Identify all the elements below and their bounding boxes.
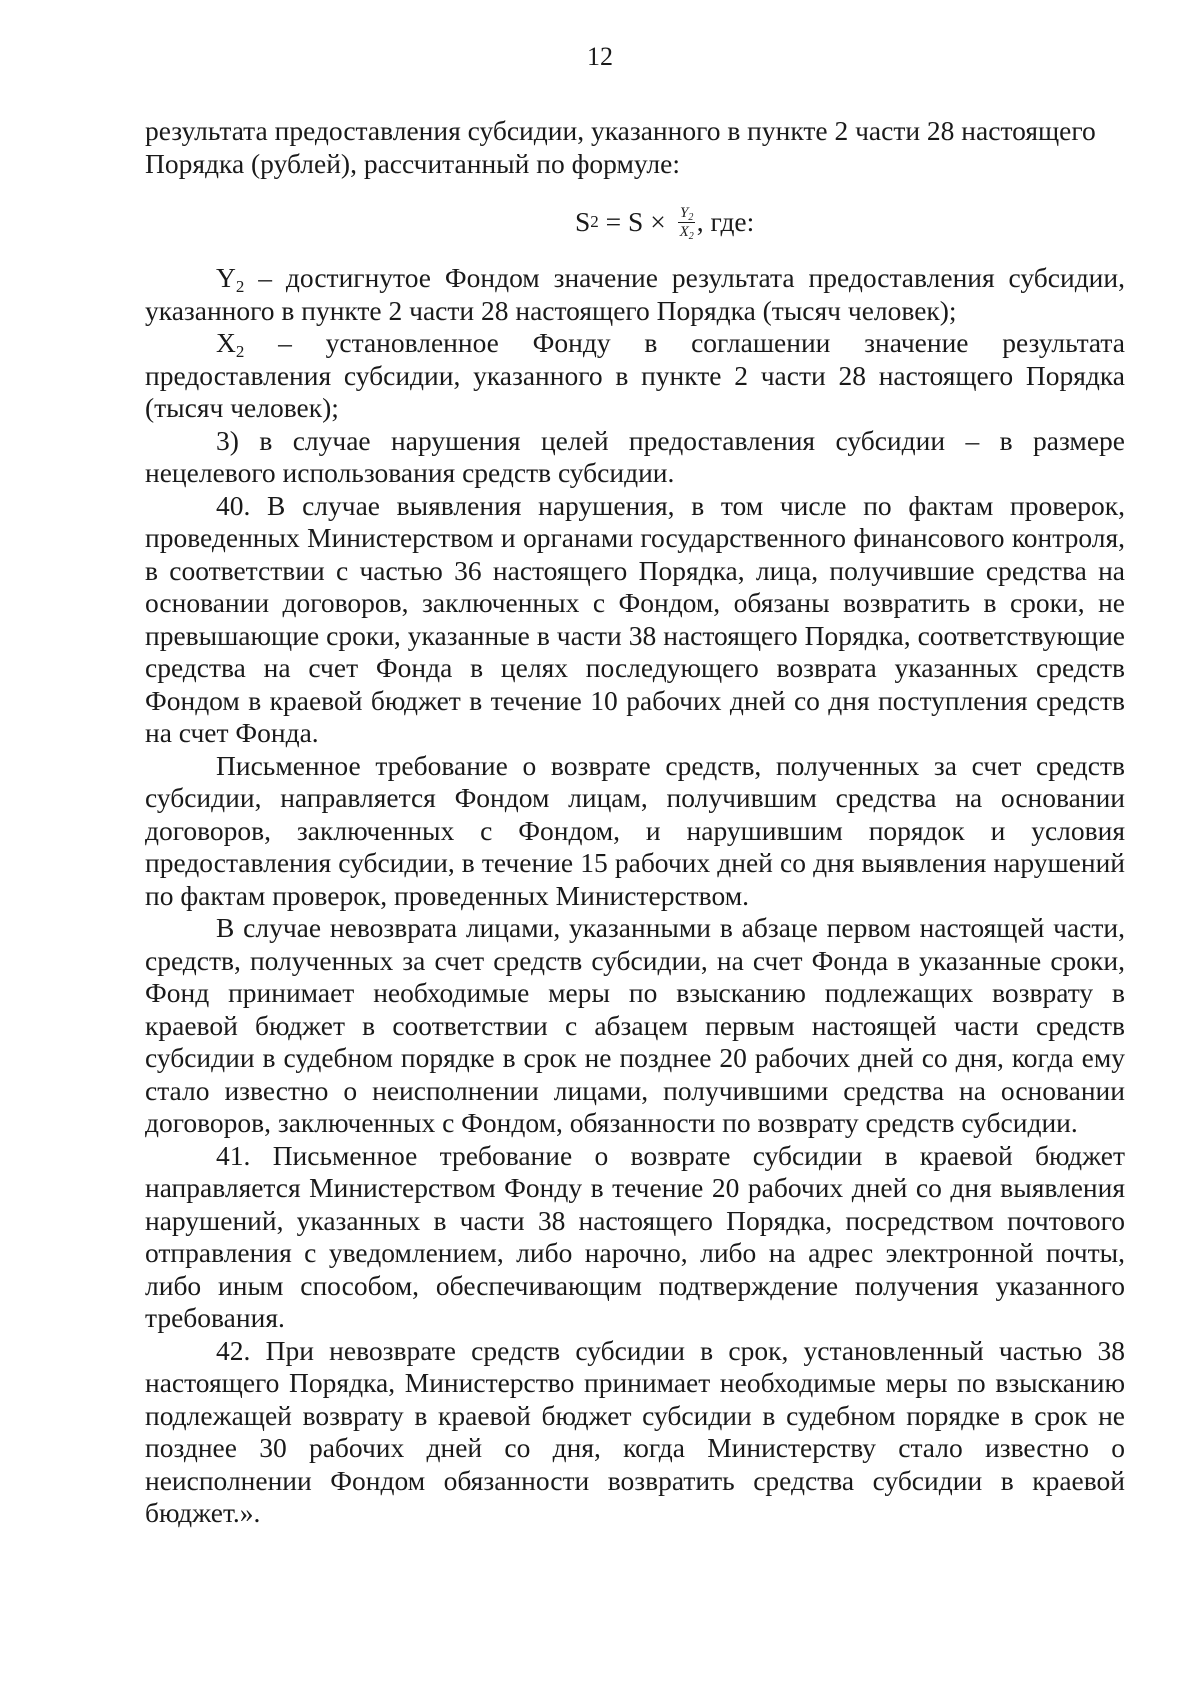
x2-text: – установленное Фонду в соглашении значение результата предоставления субсидии, указанного в пункте 2 части 28 настоящего Порядка (тысяч человек); bbox=[145, 327, 1125, 423]
formula-equals: = S × bbox=[598, 205, 673, 237]
fraction-numerator: $Y_2$ bbox=[680, 204, 694, 223]
y2-text: – достигнутое Фондом значение результата предоставления субсидии, указанного в пункте 2 части 28 настоящего Порядка (тысяч человек); bbox=[145, 262, 1125, 326]
intro-line-1: результата предоставления субсидии, указанного в пункте 2 части 28 настоящего bbox=[145, 115, 1096, 146]
formula-s2: S 2 = S × $\frac{Y_2}{X_2}$ , где: bbox=[575, 204, 755, 242]
intro-line-2: Порядка (рублей), рассчитанный по формуле: bbox=[145, 147, 681, 179]
document-body bbox=[145, 115, 1125, 1530]
fraction-denominator: $X_2$ bbox=[679, 223, 694, 242]
paragraph-42: 42. При невозврате средств субсидии в срок, установленный частью 38 настоящего Порядка, Министерство принимает необходимые меры по взысканию подлежащей возврату в краевой бюджет субсидии в судебном порядке в срок не позднее 30 рабочих дней со дня, когда Министерству стало известно о неисполнении Фондом обязанности возвратить средства субсидии в краевой бюджет.». bbox=[145, 1334, 1125, 1528]
y2-symbol: Y bbox=[216, 262, 236, 293]
definition-y2 bbox=[145, 262, 1125, 327]
paragraph-40-nonreturn: В случае невозврата лицами, указанными в абзаце первом настоящей части, средств, полученных за счет средств субсидии, на счет Фонда в указанные сроки, Фонд принимает необходимые меры по взысканию подлежащих возврату в краевой бюджет в соответствии с абзацем первым настоящей части средств субсидии в судебном порядке в срок не позднее 20 рабочих дней со дня, когда ему стало известно о неисполнении лицами, получившими средства на основании договоров, заключенных с Фондом, обязанности по возврату средств субсидии. bbox=[145, 912, 1125, 1138]
x2-subscript: 2 bbox=[235, 342, 245, 361]
intro-paragraph bbox=[145, 115, 1125, 180]
definition-x2 bbox=[145, 327, 1125, 425]
page-number: 12 bbox=[587, 42, 613, 71]
y2-subscript: 2 bbox=[235, 277, 245, 296]
formula-tail: , где: bbox=[696, 205, 755, 237]
paragraph-item-3: 3) в случае нарушения целей предоставления субсидии – в размере нецелевого использования средств субсидии. bbox=[145, 424, 1125, 488]
formula-lhs: S bbox=[575, 205, 591, 237]
formula-fraction bbox=[678, 205, 696, 240]
paragraph-41: 41. Письменное требование о возврате субсидии в краевой бюджет направляется Министерством Фонду в течение 20 рабочих дней со дня выявления нарушений, указанных в части 38 настоящего Порядка, посредством почтового отправления с уведомлением, либо нарочно, либо на адрес электронной почты, либо иным способом, обеспечивающим подтверждение получения указанного требования. bbox=[145, 1139, 1125, 1333]
paragraph-40-demand: Письменное требование о возврате средств, полученных за счет средств субсидии, направляется Фондом лицам, получившим средства на основании договоров, заключенных с Фондом, и нарушившим порядок и условия предоставления субсидии, в течение 15 рабочих дней со дня выявления нарушений по фактам проверок, проведенных Министерством. bbox=[145, 749, 1125, 911]
x2-symbol: X bbox=[216, 327, 236, 358]
paragraph-40: 40. В случае выявления нарушения, в том числе по фактам проверок, проведенных Министерством и органами государственного финансового контроля, в соответствии с частью 36 настоящего Порядка, лица, получившие средства на основании договоров, заключенных с Фондом, обязаны возвратить в сроки, не превышающие сроки, указанные в части 38 настоящего Порядка, соответствующие средства на счет Фонда в целях последующего возврата указанных средств Фондом в краевой бюджет в течение 10 рабочих дней со дня поступления средств на счет Фонда. bbox=[145, 489, 1125, 748]
